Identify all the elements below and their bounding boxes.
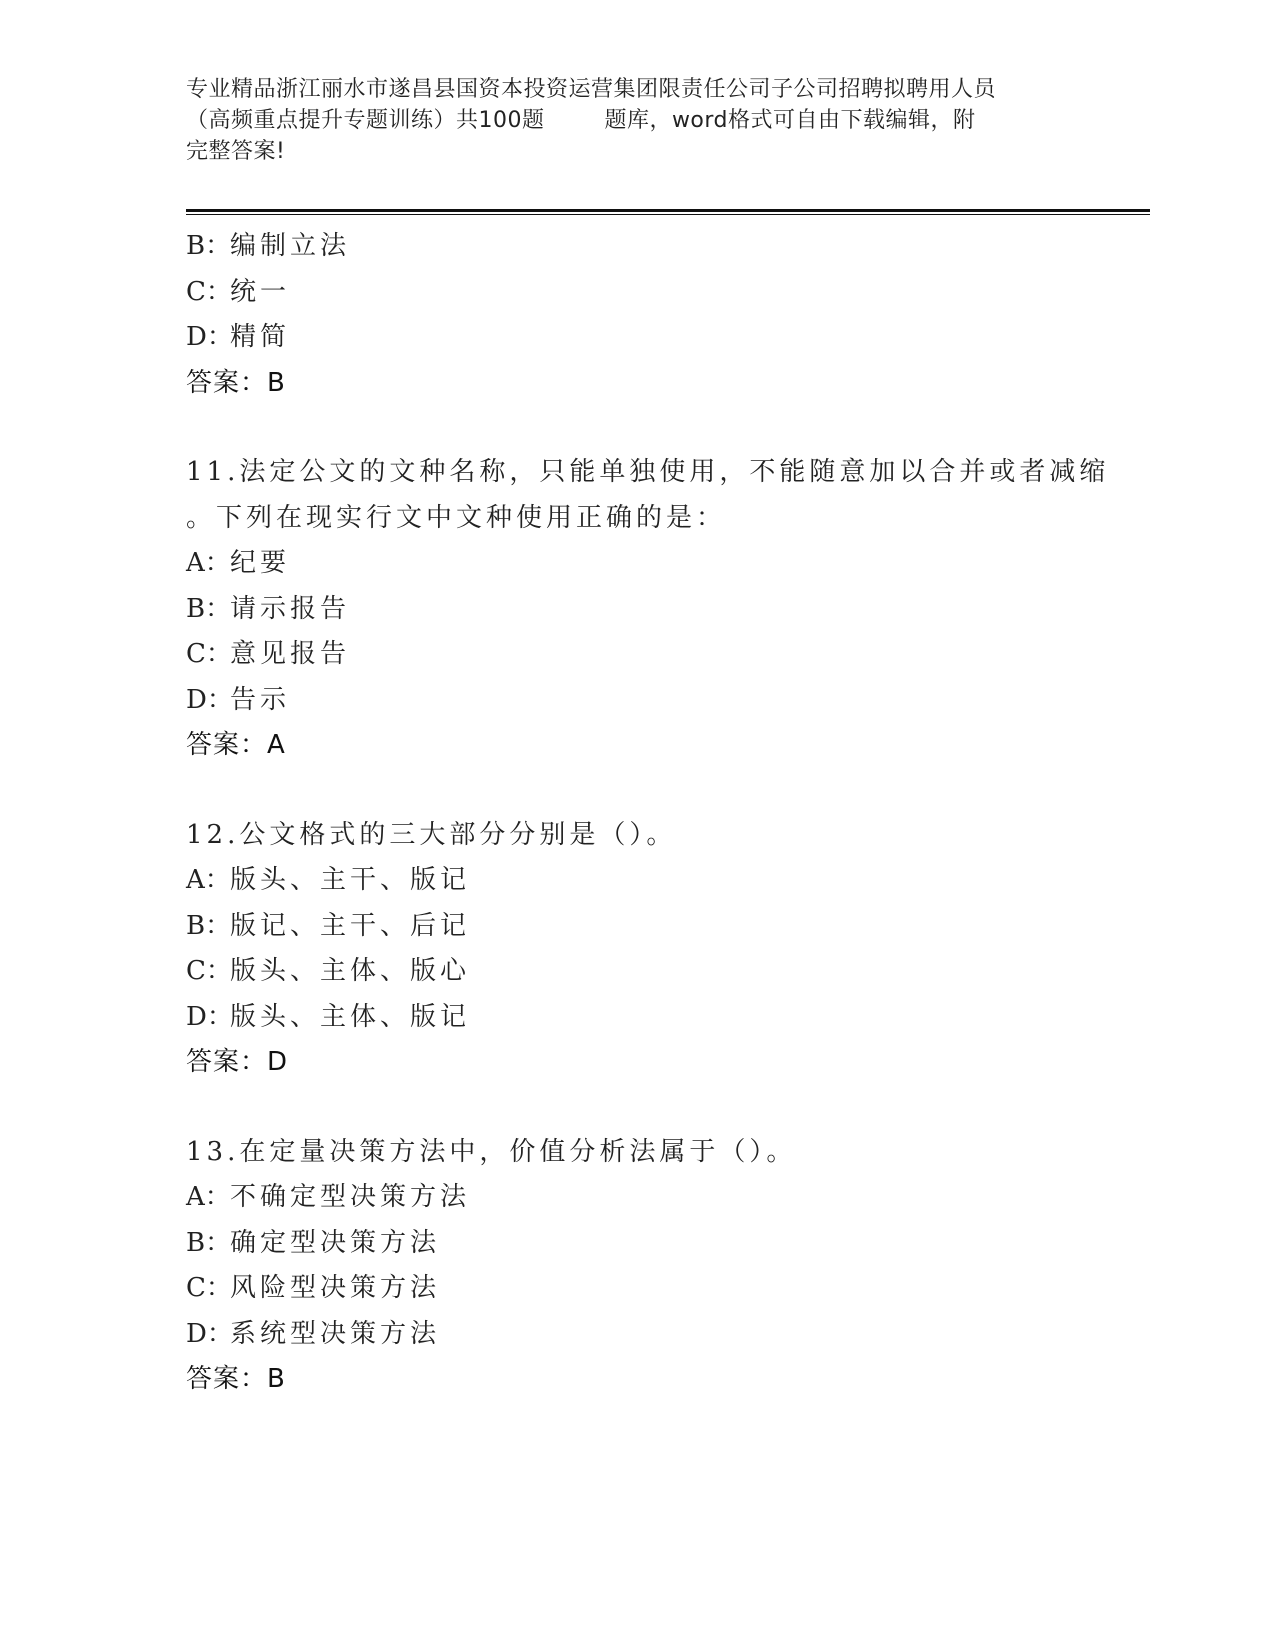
- answer-line: 答案：B: [186, 367, 286, 398]
- answer-line: 答案：B: [186, 1364, 286, 1394]
- question-10-continued: [186, 224, 1146, 406]
- question-13: [186, 1130, 1146, 1403]
- option-d: D：精简: [186, 322, 291, 352]
- header-line-1: 专业精品浙江丽水市遂昌县国资本投资运营集团限责任公司子公司招聘拟聘用人员: [186, 77, 997, 102]
- option-d: D：告示: [186, 684, 291, 715]
- option-c: C：意见报告: [186, 639, 351, 669]
- option-b: B：确定型决策方法: [186, 1227, 441, 1258]
- header-divider-thick: [186, 209, 1150, 212]
- header-divider-thin: [186, 214, 1150, 215]
- option-a: A：纪要: [186, 548, 291, 578]
- option-a: A：版头、主干、版记: [186, 865, 471, 895]
- option-b: B：编制立法: [186, 231, 351, 261]
- option-d: D：版头、主体、版记: [186, 1001, 471, 1032]
- option-c: C：风险型决策方法: [186, 1273, 441, 1303]
- option-b: B：版记、主干、后记: [186, 910, 471, 941]
- option-d: D：系统型决策方法: [186, 1318, 441, 1349]
- question-stem: 12.公文格式的三大部分分别是（）。: [186, 819, 677, 850]
- question-11: [186, 450, 1146, 769]
- question-content: [186, 224, 1146, 1403]
- header-line-2: （高频重点提升专题训练）共100题 题库，word格式可自由下载编辑，附: [186, 108, 976, 133]
- option-c: C：统一: [186, 276, 291, 307]
- option-a: A：不确定型决策方法: [186, 1182, 471, 1212]
- option-c: C：版头、主体、版心: [186, 956, 471, 986]
- question-stem: 11.法定公文的文种名称，只能单独使用，不能随意加以合并或者减缩: [186, 457, 1110, 487]
- answer-line: 答案：A: [186, 730, 286, 760]
- header-line-3: 完整答案!: [186, 139, 286, 164]
- question-stem-continued: 。下列在现实行文中文种使用正确的是：: [186, 502, 727, 533]
- answer-line: 答案：D: [186, 1047, 289, 1077]
- option-b: B：请示报告: [186, 593, 351, 624]
- document-header: [186, 74, 1086, 167]
- question-stem: 13.在定量决策方法中，价值分析法属于（）。: [186, 1136, 797, 1167]
- question-12: [186, 813, 1146, 1086]
